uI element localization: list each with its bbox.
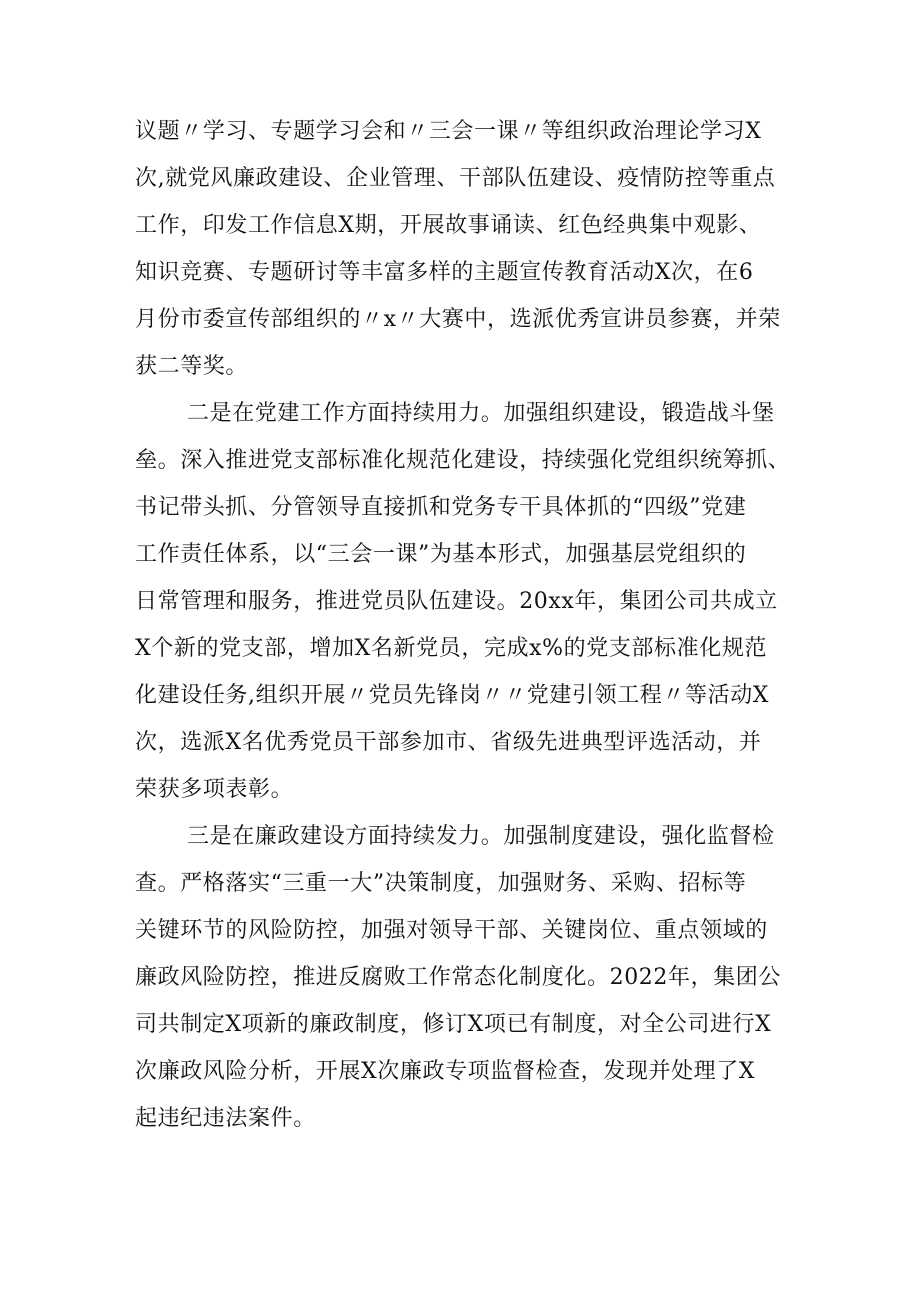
paragraph-1-line-1: 议题〃学习、专题学习会和〃三会一课〃等组织政治理论学习X bbox=[135, 119, 762, 144]
paragraph-3-line-7: 起违纪违法案件。 bbox=[135, 1106, 316, 1131]
paragraph-3-line-4: 廉政风险防控，推进反腐败工作常态化制度化。2022年，集团公 bbox=[135, 965, 781, 990]
paragraph-2-line-7: 化建设任务,组织开展〃党员先锋岗〃〃党建引领工程〃等活动X bbox=[135, 683, 770, 708]
paragraph-1-line-5: 月份市委宣传部组织的〃x〃大赛中，选派优秀宣讲员参赛，并荣 bbox=[135, 307, 781, 332]
paragraph-1-line-3: 工作，印发工作信息X期，开展故事诵读、红色经典集中观影、 bbox=[135, 213, 762, 238]
paragraph-3-line-2: 查。严格落实“三重一大”决策制度，加强财务、采购、招标等 bbox=[135, 871, 747, 896]
paragraph-1 bbox=[135, 108, 795, 390]
paragraph-1-line-2: 次,就党风廉政建设、企业管理、干部队伍建设、疫情防控等重点 bbox=[135, 166, 776, 191]
paragraph-2-line-9: 荣获多项表彰。 bbox=[135, 777, 294, 802]
paragraph-1-line-6: 获二等奖。 bbox=[135, 354, 249, 379]
paragraph-2-line-4: 工作责任体系，以“三会一课”为基本形式，加强基层党组织的 bbox=[135, 542, 747, 567]
paragraph-2-line-2: 垒。深入推进党支部标准化规范化建设，持续强化党组织统筹抓、 bbox=[135, 448, 791, 473]
paragraph-2 bbox=[135, 390, 795, 813]
paragraph-2-line-8: 次，选派X名优秀党员干部参加市、省级先进典型评选活动，并 bbox=[135, 730, 762, 755]
paragraph-2-line-1: 二是在党建工作方面持续用力。加强组织建设，锻造战斗堡 bbox=[187, 401, 775, 426]
paragraph-2-line-5: 日常管理和服务，推进党员队伍建设。20xx年，集团公司共成立 bbox=[135, 589, 778, 614]
paragraph-2-line-3: 书记带头抓、分管领导直接抓和党务专干具体抓的“四级”党建 bbox=[135, 495, 747, 520]
paragraph-3-line-3: 关键环节的风险防控，加强对领导干部、关键岗位、重点领域的 bbox=[135, 918, 768, 943]
paragraph-3-line-6: 次廉政风险分析，开展X次廉政专项监督检查，发现并处理了X bbox=[135, 1059, 756, 1084]
paragraph-3 bbox=[135, 813, 795, 1142]
paragraph-2-line-6: X个新的党支部，增加X名新党员，完成x%的党支部标准化规范 bbox=[135, 636, 768, 661]
paragraph-3-line-1: 三是在廉政建设方面持续发力。加强制度建设，强化监督检 bbox=[187, 824, 775, 849]
paragraph-1-line-4: 知识竞赛、专题研讨等丰富多样的主题宣传教育活动X次，在6 bbox=[135, 260, 754, 285]
document-body bbox=[135, 108, 795, 1142]
paragraph-3-line-5: 司共制定X项新的廉政制度，修订X项已有制度，对全公司进行X bbox=[135, 1012, 772, 1037]
